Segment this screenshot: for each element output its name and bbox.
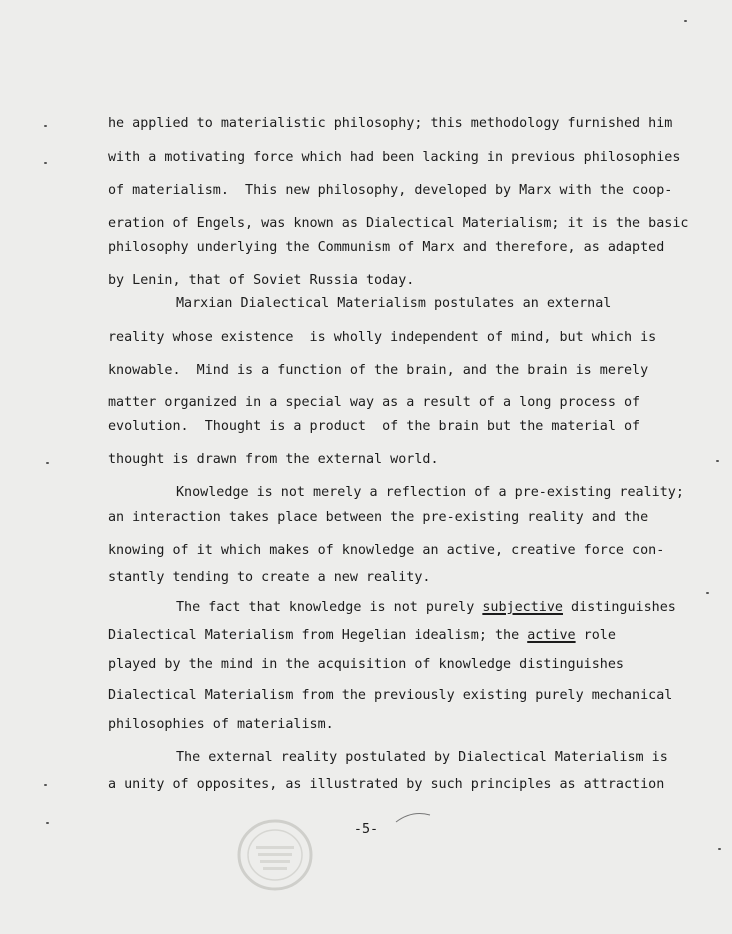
scan-speck	[46, 822, 49, 824]
text-line	[176, 600, 676, 616]
underlined-word: subjective	[482, 600, 563, 615]
text-line: stantly tending to create a new reality.	[108, 570, 431, 585]
text-run: role	[575, 628, 616, 643]
text-line: knowing of it which makes of knowledge an active, creative force con-	[108, 543, 665, 558]
text-line: he applied to materialistic philosophy; this methodology furnished him	[108, 116, 673, 131]
text-line: reality whose existence is wholly independent of mind, but which is	[108, 330, 657, 345]
scan-speck	[44, 125, 47, 127]
text-line: played by the mind in the acquisition of knowledge distinguishes	[108, 657, 624, 672]
scan-speck	[44, 784, 47, 786]
text-line: philosophy underlying the Communism of Marx and therefore, as adapted	[108, 240, 665, 255]
text-line	[108, 628, 616, 644]
archive-stamp-seal	[236, 818, 314, 892]
text-line: an interaction takes place between the pre-existing reality and the	[108, 510, 649, 525]
scan-speck	[44, 162, 47, 164]
text-run: distinguishes	[562, 600, 676, 615]
text-line: The external reality postulated by Dialectical Materialism is	[176, 750, 668, 765]
text-line: Knowledge is not merely a reflection of a pre-existing reality;	[176, 485, 684, 500]
text-run: Dialectical Materialism from Hegelian idealism; the	[108, 628, 528, 643]
text-line: of materialism. This new philosophy, developed by Marx with the coop-	[108, 183, 673, 198]
text-line: thought is drawn from the external world.	[108, 452, 439, 467]
text-line: by Lenin, that of Soviet Russia today.	[108, 273, 415, 288]
text-line: evolution. Thought is a product of the brain but the material of	[108, 419, 641, 434]
text-line: Dialectical Materialism from the previously existing purely mechanical	[108, 688, 673, 703]
text-line: eration of Engels, was known as Dialectical Materialism; it is the basic	[108, 216, 689, 231]
text-line: with a motivating force which had been lacking in previous philosophies	[108, 150, 681, 165]
text-line: Marxian Dialectical Materialism postulates an external	[176, 296, 612, 311]
text-line: a unity of opposites, as illustrated by such principles as attraction	[108, 777, 665, 792]
scan-speck	[46, 462, 49, 464]
underlined-word: active	[527, 628, 576, 643]
scan-speck	[716, 460, 719, 462]
text-line: knowable. Mind is a function of the brain, and the brain is merely	[108, 363, 649, 378]
page-number: -5-	[353, 822, 379, 837]
scan-speck	[706, 592, 709, 594]
scan-speck	[718, 848, 721, 850]
text-line: philosophies of materialism.	[108, 717, 334, 732]
text-line: matter organized in a special way as a result of a long process of	[108, 395, 641, 410]
text-run: The fact that knowledge is not purely	[176, 600, 483, 615]
scan-speck	[684, 20, 687, 22]
